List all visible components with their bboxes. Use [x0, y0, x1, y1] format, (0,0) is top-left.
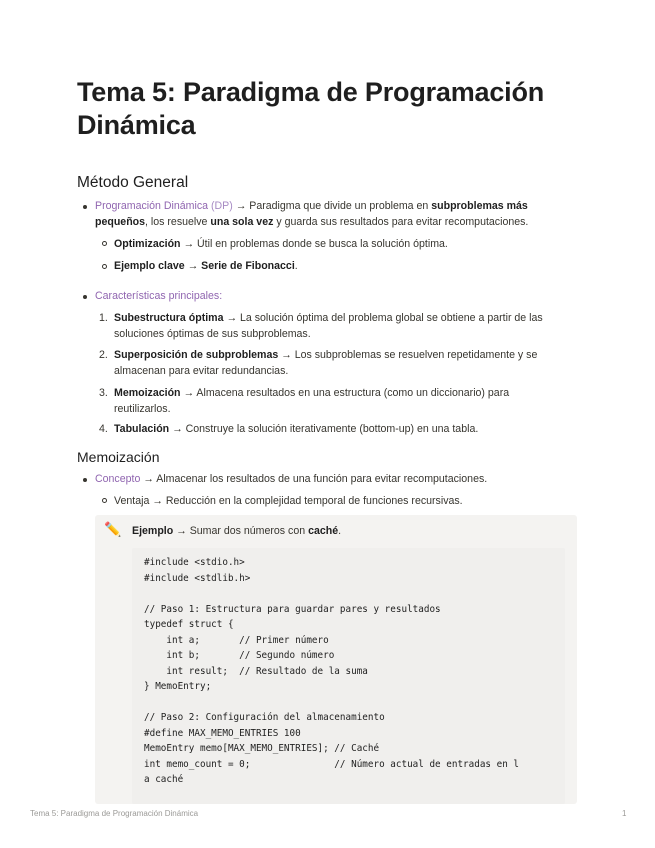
list-number: 3. — [99, 387, 108, 399]
dp-term: Programación Dinámica — [95, 200, 209, 212]
concepto-term: Concepto — [95, 473, 141, 485]
callout-end: . — [338, 525, 342, 537]
list-number: 4. — [99, 423, 108, 435]
dp-text-1: → Paradigma que divide un problema en — [232, 200, 432, 212]
superposicion-term: Superposición de subproblemas — [114, 349, 279, 361]
caracteristicas-colon: : — [219, 290, 223, 302]
ventaja-text: → Reducción en la complejidad temporal de funciones recursivas. — [149, 495, 463, 507]
list-item-memoizacion — [114, 385, 577, 417]
cache-term: caché — [308, 525, 339, 537]
superposicion-line-1: → Los subproblemas se resuelven repetidamente y se — [278, 349, 538, 361]
page-title: Tema 5: Paradigma de Programación Dinámica — [77, 77, 545, 140]
ejemplo-clave-term: Ejemplo clave — [114, 260, 185, 272]
dp-bold-1: subproblemas más — [431, 200, 528, 212]
concepto-text: → Almacenar los resultados de una función para evitar recomputaciones. — [140, 473, 488, 485]
subestructura-line-2: soluciones óptimas de sus subproblemas. — [114, 328, 311, 340]
memoizacion-line-1: → Almacena resultados en una estructura (como un diccionario) para — [180, 387, 510, 399]
pencil-icon: ✏️ — [104, 521, 122, 537]
sub-item-ejemplo-clave — [114, 258, 574, 274]
dp-definition — [95, 198, 577, 230]
code-content: #include <stdio.h> #include <stdlib.h> // Paso 1: Estructura para guardar pares y resultados typedef struct { int a; // Primer número int b; // Segundo número int result; // Resultado de la suma } MemoEntry; // Paso 2: Configuración del almacenamiento #define MAX_MEMO_ENTRIES 100 MemoEntry memo[MAX_MEMO_ENTRIES]; // Caché int memo_count = 0; // Número actual de entradas en l a caché — [144, 557, 520, 785]
bullet-icon — [83, 478, 87, 482]
tabulacion-term: Tabulación — [114, 423, 170, 435]
superposicion-line-2: almacenan para evitar redundancias. — [114, 365, 289, 377]
subestructura-line-1: → La solución óptima del problema global se obtiene a partir de las — [223, 312, 543, 324]
list-item-tabulacion — [114, 421, 577, 437]
caracteristicas-term: Características principales — [95, 290, 220, 302]
caracteristicas-label — [95, 288, 222, 304]
tabulacion-line-1: → Construye la solución iterativamente (bottom-up) en una tabla. — [169, 423, 479, 435]
memoizacion-term: Memoización — [114, 387, 181, 399]
optimizacion-text: → Útil en problemas donde se busca la solución óptima. — [180, 238, 448, 250]
sub-bullet-icon — [102, 241, 107, 246]
sub-item-optimizacion — [114, 236, 574, 252]
dp-bold-2: pequeños — [95, 216, 146, 228]
dp-abbr: (DP) — [211, 200, 233, 212]
memoizacion-line-2: reutilizarlos. — [114, 403, 171, 415]
ventaja-item — [114, 493, 577, 509]
sub-bullet-icon — [102, 498, 107, 503]
dp-bold-3: una sola vez — [210, 216, 274, 228]
footer-page-number: 1 — [622, 809, 627, 818]
footer-title: Tema 5: Paradigma de Programación Dinámica — [30, 809, 199, 818]
ventaja-term: Ventaja — [114, 495, 150, 507]
list-number: 1. — [99, 312, 108, 324]
dp-text-2: , los resuelve — [145, 216, 211, 228]
list-item-superposicion — [114, 347, 577, 379]
ejemplo-clave-arrow: → — [184, 260, 202, 272]
ejemplo-term: Ejemplo — [132, 525, 174, 537]
heading-metodo-general: Método General — [77, 174, 189, 191]
sub-bullet-icon — [102, 264, 107, 269]
bullet-icon — [83, 295, 87, 299]
list-number: 2. — [99, 349, 108, 361]
fibonacci-term: Serie de Fibonacci — [201, 260, 295, 272]
list-item-subestructura — [114, 310, 577, 342]
heading-memoizacion: Memoización — [77, 449, 160, 465]
subestructura-term: Subestructura óptima — [114, 312, 224, 324]
ejemplo-clave-end: . — [294, 260, 298, 272]
example-callout — [95, 515, 577, 804]
callout-text — [132, 523, 572, 539]
concepto-item — [95, 471, 577, 487]
dp-text-3: y guarda sus resultados para evitar recomputaciones. — [273, 216, 529, 228]
callout-body: → Sumar dos números con — [173, 525, 309, 537]
optimizacion-term: Optimización — [114, 238, 181, 250]
code-block — [132, 548, 565, 804]
bullet-icon — [83, 205, 87, 209]
